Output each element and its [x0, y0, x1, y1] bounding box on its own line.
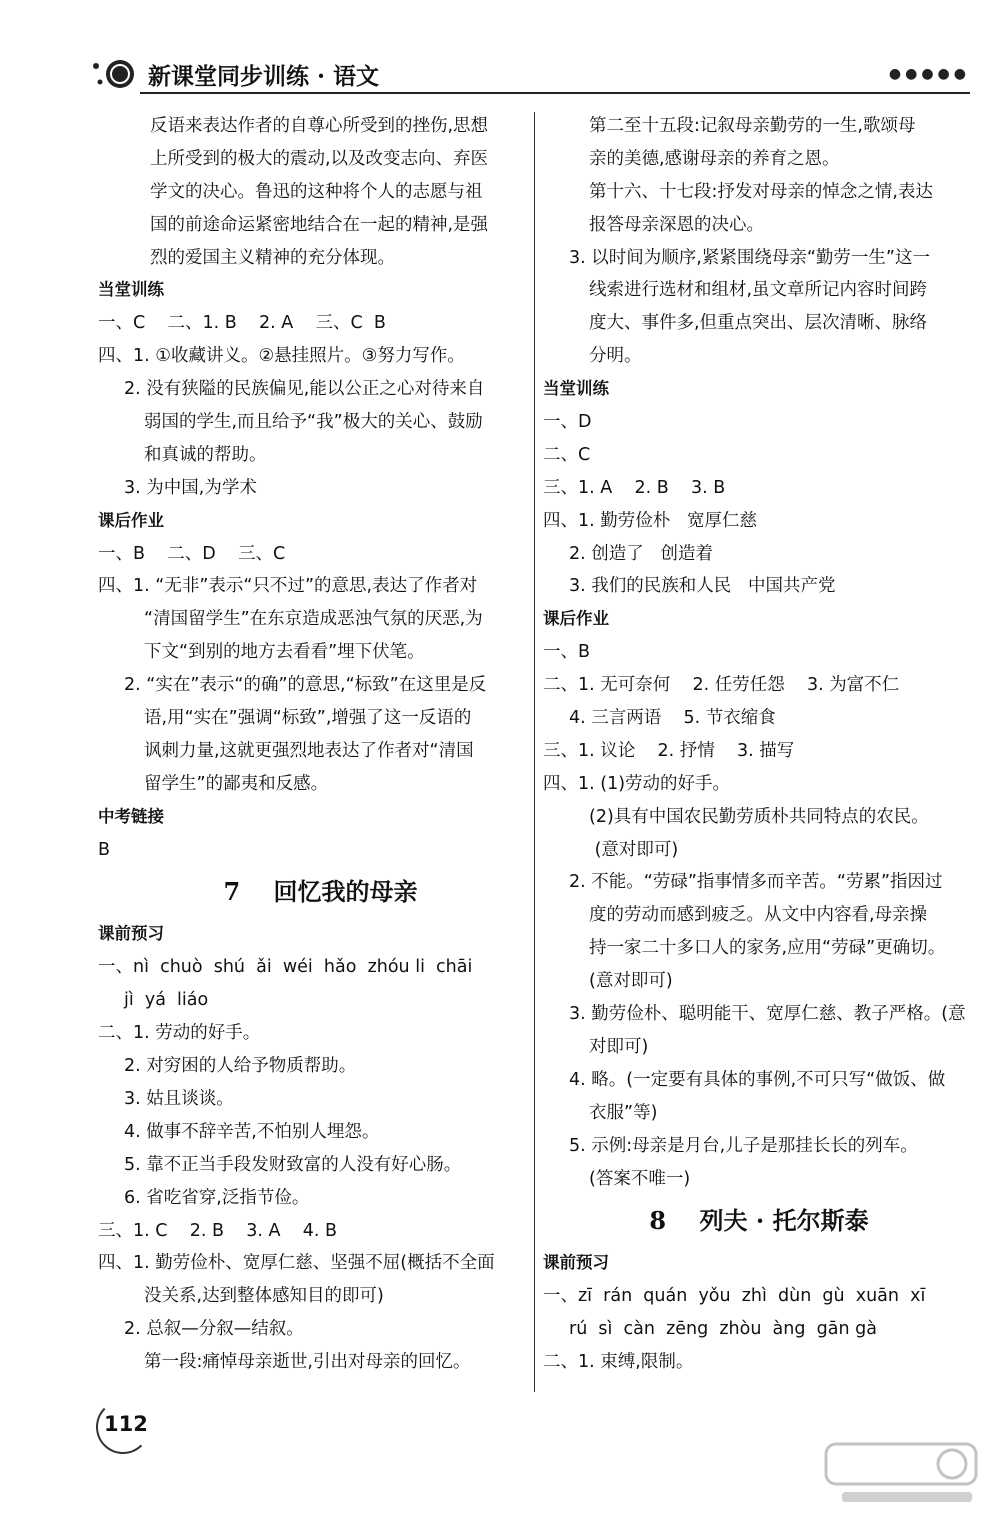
text-line: (答案不唯一): [589, 1168, 691, 1189]
text-line: jì yá liáo: [124, 990, 209, 1011]
text-line: 三、1. A 2. B 3. B: [543, 477, 726, 498]
text-line: 衣服”等): [589, 1102, 658, 1123]
section-label: 课后作业: [98, 510, 164, 530]
text-line: 和真诚的帮助。: [144, 444, 267, 465]
text-line: 对即可): [589, 1036, 649, 1057]
text-line: (意对即可): [589, 839, 679, 860]
section-label: 当堂训练: [98, 280, 164, 300]
text-line: 持一家二十多口人的家务,应用“劳碌”更确切。: [589, 938, 946, 959]
page-header: [90, 52, 970, 96]
text-line: 分明。: [589, 346, 642, 367]
text-line: 2. 总叙—分叙—结叙。: [124, 1319, 304, 1340]
text-line: 度大、事件多,但重点突出、层次清晰、脉络: [589, 313, 928, 334]
section-label: 课前预习: [98, 924, 164, 944]
text-line: 二、1. 劳动的好手。: [98, 1023, 261, 1044]
text-line: 3. 以时间为顺序,紧紧围绕母亲“勤劳一生”这一: [569, 247, 930, 268]
text-line: “清国留学生”在东京造成恶浊气氛的厌恶,为: [144, 609, 483, 630]
text-line: 四、1. ①收藏讲义。②悬挂照片。③努力写作。: [98, 346, 465, 367]
text-line: 第十六、十七段:抒发对母亲的悼念之情,表达: [589, 181, 933, 202]
text-line: 2. 不能。“劳碌”指事情多而辛苦。“劳累”指因过: [569, 872, 943, 893]
text-line: 4. 做事不辞辛苦,不怕别人埋怨。: [124, 1121, 380, 1142]
text-line: 6. 省吃省穿,泛指节俭。: [124, 1187, 310, 1208]
text-line: 反语来表达作者的自尊心所受到的挫伤,思想: [150, 116, 489, 136]
text-line: 一、C 二、1. B 2. A 三、C B: [98, 313, 386, 334]
page-number: 112: [104, 1412, 148, 1436]
text-line: 烈的爱国主义精神的充分体现。: [150, 247, 395, 268]
text-line: 三、1. C 2. B 3. A 4. B: [98, 1220, 337, 1241]
text-line: 学文的决心。鲁迅的这种将个人的志愿与祖: [150, 181, 483, 202]
header-dots: ●●●●●: [888, 66, 970, 82]
text-line: 语,用“实在”强调“标致”,增强了这一反语的: [144, 708, 472, 729]
header-rule: [140, 92, 970, 94]
text-line: 线索进行选材和组材,虽文章所记内容时间跨: [589, 280, 928, 301]
text-line: 2. 创造了 创造着: [569, 543, 713, 564]
text-line: 三、1. 议论 2. 抒情 3. 描写: [543, 740, 795, 761]
text-line: rú sì càn zēng zhòu àng gān gà: [569, 1319, 877, 1340]
text-line: (意对即可): [589, 971, 673, 992]
section-label: 课前预习: [543, 1253, 609, 1273]
section-label: 当堂训练: [543, 379, 609, 399]
text-line: 国的前途命运紧密地结合在一起的精神,是强: [150, 214, 489, 235]
text-line: 2. 没有狭隘的民族偏见,能以公正之心对待来自: [124, 379, 485, 400]
text-line: 第一段:痛悼母亲逝世,引出对母亲的回忆。: [144, 1352, 471, 1373]
text-line: 4. 略。(一定要有具体的事例,不可只写“做饭、做: [569, 1069, 946, 1090]
text-line: 3. 我们的民族和人民 中国共产党: [569, 576, 836, 597]
text-line: (2)具有中国农民勤劳质朴共同特点的农民。: [589, 806, 929, 827]
lesson-heading: 7 回忆我的母亲: [223, 877, 418, 907]
right-column: [543, 110, 975, 1379]
text-line: 5. 靠不正当手段发财致富的人没有好心肠。: [124, 1154, 462, 1175]
text-line: 四、1. 勤劳俭朴、宽厚仁慈、坚强不屈(概括不全面: [98, 1253, 495, 1274]
text-line: 一、D: [543, 412, 592, 433]
text-line: 5. 示例:母亲是月台,儿子是那挂长长的列车。: [569, 1135, 918, 1156]
text-line: 一、B: [543, 642, 591, 663]
text-line: 四、1. 勤劳俭朴 宽厚仁慈: [543, 510, 757, 531]
header-title: 新课堂同步训练 · 语文: [148, 63, 380, 90]
text-line: 2. 对穷困的人给予物质帮助。: [124, 1056, 357, 1077]
text-line: 二、C: [543, 444, 591, 465]
text-line: 讽刺力量,这就更强烈地表达了作者对“清国: [144, 740, 474, 761]
lesson-heading: 8 列夫 · 托尔斯泰: [649, 1206, 869, 1236]
text-line: 3. 为中国,为学术: [124, 477, 257, 498]
text-line: 下文“到别的地方去看看”埋下伏笔。: [144, 642, 425, 663]
watermark-logo: [822, 1440, 982, 1510]
left-column: [98, 110, 543, 1379]
text-line: 3. 勤劳俭朴、聪明能干、宽厚仁慈、教子严格。(意: [569, 1004, 966, 1025]
text-line: 二、1. 束缚,限制。: [543, 1352, 694, 1373]
text-line: 2. “实在”表示“的确”的意思,“标致”在这里是反: [124, 675, 487, 696]
text-line: 二、1. 无可奈何 2. 任劳任怨 3. 为富不仁: [543, 675, 900, 696]
text-line: 一、zī rán quán yǒu zhì dùn gù xuān xī: [543, 1286, 926, 1307]
text-line: 4. 三言两语 5. 节衣缩食: [569, 708, 776, 729]
text-line: 3. 姑且谈谈。: [124, 1088, 234, 1109]
text-line: 度的劳动而感到疲乏。从文中内容看,母亲操: [589, 905, 928, 926]
text-line: 四、1. (1)劳动的好手。: [543, 773, 731, 794]
text-line: 第二至十五段:记叙母亲勤劳的一生,歌颂母: [589, 116, 916, 136]
section-label: 中考链接: [98, 806, 164, 826]
column-divider: [534, 112, 535, 1392]
text-line: 报答母亲深恩的决心。: [589, 214, 764, 235]
text-line: 没关系,达到整体感知目的即可): [144, 1286, 384, 1307]
text-line: 四、1. “无非”表示“只不过”的意思,表达了作者对: [98, 576, 478, 597]
text-line: 一、nì chuò shú ǎi wéi hǎo zhóu li chāi: [98, 957, 473, 978]
text-line: 留学生”的鄙夷和反感。: [144, 773, 329, 794]
book-logo-icon: [90, 56, 138, 90]
text-line: 亲的美德,感谢母亲的养育之恩。: [589, 148, 840, 169]
text-line: 弱国的学生,而且给予“我”极大的关心、鼓励: [144, 412, 483, 433]
text-line: 上所受到的极大的震动,以及改变志向、弃医: [150, 148, 489, 169]
section-label: 课后作业: [543, 609, 609, 629]
text-line: B: [98, 839, 111, 860]
text-line: 一、B 二、D 三、C: [98, 543, 286, 564]
